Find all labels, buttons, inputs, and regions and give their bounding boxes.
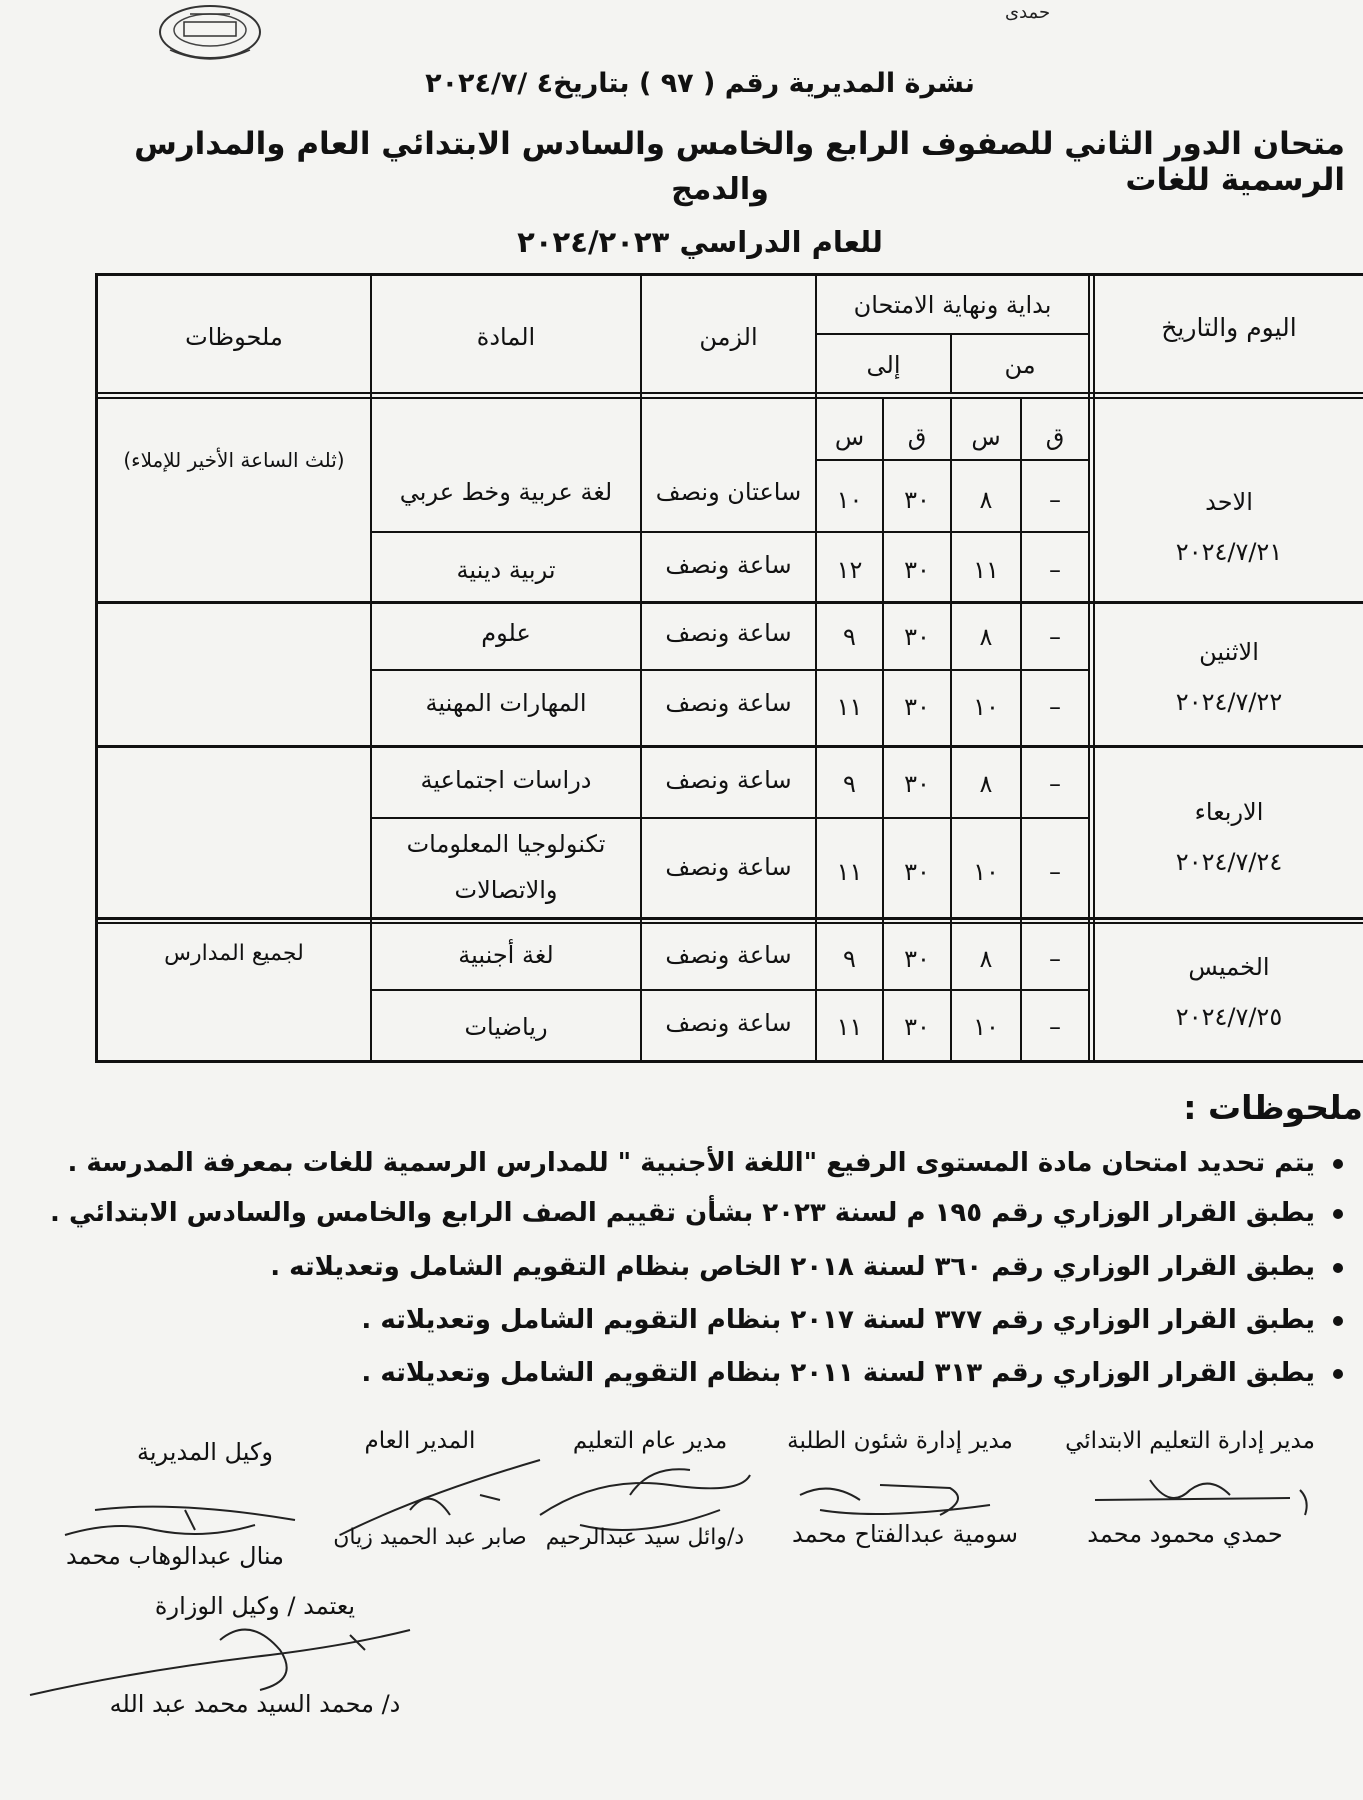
- signature-scribble-5: [55, 1480, 305, 1550]
- academic-year-line: للعام الدراسي ٢٠٢٤/٢٠٢٣: [517, 225, 883, 259]
- header-from: من: [1004, 351, 1036, 379]
- row7-duration: ساعة ونصف: [665, 941, 792, 969]
- signature-title-3: مدير عام التعليم: [572, 1428, 728, 1454]
- row3-duration: ساعة ونصف: [665, 619, 792, 647]
- note-day-1: (ثلث الساعة الأخير للإملاء): [123, 448, 345, 472]
- unit-from-minute: ق: [1045, 423, 1065, 451]
- row2-from-hour: ١١: [973, 556, 999, 584]
- unit-to-hour: س: [834, 423, 865, 451]
- note-item-3: يطبق القرار الوزاري رقم ٣٦٠ لسنة ٢٠١٨ الخاص بنظام التقويم الشامل وتعديلاته .: [270, 1252, 1343, 1282]
- note-item-4: يطبق القرار الوزاري رقم ٣٧٧ لسنة ٢٠١٧ بنظام التقويم الشامل وتعديلاته .: [361, 1305, 1343, 1335]
- bullet-icon: [1333, 1369, 1343, 1379]
- row8-subject: رياضيات: [464, 1013, 548, 1041]
- signature-title-4: المدير العام: [364, 1428, 476, 1454]
- row5-to-hour: ٩: [843, 770, 856, 798]
- row5-from-minute: –: [1049, 770, 1061, 798]
- notes-title: ملحوظات :: [1183, 1088, 1363, 1127]
- signature-name-4: صابر عبد الحميد زيان: [333, 1525, 527, 1550]
- note-item-1: يتم تحديد امتحان مادة المستوى الرفيع "اللغة الأجنبية " للمدارس الرسمية للغات بمعرفة المدرسة .: [67, 1148, 1343, 1178]
- row1-from-hour: ٨: [979, 486, 993, 514]
- day-name-2: الاثنين: [1199, 638, 1259, 666]
- bulletin-number-line: نشرة المديرية رقم ( ٩٧ ) بتاريخ٤ /٢٠٢٤/٧: [425, 68, 975, 99]
- row3-subject: علوم: [481, 619, 531, 647]
- signature-title-1: مدير إدارة التعليم الابتدائي: [1065, 1428, 1315, 1454]
- row7-from-minute: –: [1049, 945, 1061, 973]
- unit-from-hour: س: [971, 423, 1001, 451]
- exam-title-continuation: والدمج: [671, 172, 769, 207]
- day-name-3: الاربعاء: [1194, 798, 1264, 826]
- day-date-3: ٢٠٢٤/٧/٢٤: [1175, 848, 1283, 876]
- header-day-date: اليوم والتاريخ: [1161, 313, 1297, 342]
- exam-schedule-table: [95, 273, 1363, 1063]
- note-day-4: لجميع المدارس: [164, 941, 304, 966]
- row2-to-hour: ١٢: [836, 556, 863, 584]
- row8-to-minute: ٣٠: [904, 1013, 930, 1041]
- signature-name-1: حمدي محمود محمد: [1087, 1520, 1283, 1548]
- note-item-2: يطبق القرار الوزاري رقم ١٩٥ م لسنة ٢٠٢٣ بشأن تقييم الصف الرابع والخامس والسادس الابتدائي .: [50, 1198, 1343, 1228]
- note-item-5: يطبق القرار الوزاري رقم ٣١٣ لسنة ٢٠١١ بنظام التقويم الشامل وتعديلاته .: [361, 1358, 1343, 1388]
- day-name-4: الخميس: [1188, 953, 1270, 981]
- row4-duration: ساعة ونصف: [665, 689, 792, 717]
- header-start-end: بداية ونهاية الامتحان: [853, 291, 1052, 319]
- row1-duration: ساعتان ونصف: [655, 478, 802, 506]
- day-date-2: ٢٠٢٤/٧/٢٢: [1175, 688, 1283, 716]
- row1-to-minute: ٣٠: [904, 486, 930, 514]
- row1-to-hour: ١٠: [836, 486, 863, 514]
- row1-from-minute: –: [1049, 486, 1061, 514]
- row6-to-minute: ٣٠: [904, 858, 930, 886]
- header-subject: المادة: [476, 323, 536, 351]
- unit-to-minute: ق: [907, 423, 927, 451]
- day-date-4: ٢٠٢٤/٧/٢٥: [1175, 1003, 1283, 1031]
- row6-subject: تكنولوجيا المعلومات: [406, 830, 606, 858]
- row4-to-hour: ١١: [836, 693, 863, 721]
- row6-from-hour: ١٠: [973, 858, 999, 886]
- approval-name: د/ محمد السيد محمد عبد الله: [109, 1690, 401, 1718]
- row8-from-hour: ١٠: [973, 1013, 999, 1041]
- approval-title: يعتمد / وكيل الوزارة: [154, 1592, 356, 1620]
- row8-from-minute: –: [1049, 1013, 1061, 1041]
- row2-from-minute: –: [1049, 556, 1061, 584]
- row8-duration: ساعة ونصف: [665, 1009, 792, 1037]
- row5-to-minute: ٣٠: [904, 770, 930, 798]
- bullet-icon: [1333, 1263, 1343, 1273]
- row7-from-hour: ٨: [979, 945, 993, 973]
- row3-from-hour: ٨: [979, 623, 993, 651]
- row3-from-minute: –: [1049, 623, 1061, 651]
- row4-from-minute: –: [1049, 693, 1061, 721]
- signature-name-2: سومية عبدالفتاح محمد: [792, 1520, 1018, 1548]
- bullet-icon: [1333, 1316, 1343, 1326]
- row7-subject: لغة أجنبية: [458, 941, 554, 969]
- signature-name-3: د/وائل سيد عبدالرحيم: [545, 1525, 745, 1550]
- row5-from-hour: ٨: [979, 770, 993, 798]
- bullet-icon: [1333, 1159, 1343, 1169]
- row5-duration: ساعة ونصف: [665, 766, 792, 794]
- row6-to-hour: ١١: [836, 858, 863, 886]
- header-notes: ملحوظات: [185, 323, 283, 351]
- row2-subject: تربية دينية: [456, 556, 556, 584]
- row2-duration: ساعة ونصف: [665, 551, 792, 579]
- row8-to-hour: ١١: [836, 1013, 863, 1041]
- row6-subject-line2: والاتصالات: [454, 876, 558, 904]
- row3-to-minute: ٣٠: [904, 623, 930, 651]
- row7-to-minute: ٣٠: [904, 945, 930, 973]
- header-to: إلى: [866, 351, 901, 379]
- row7-to-hour: ٩: [843, 945, 856, 973]
- directorate-seal-logo: [150, 2, 270, 64]
- row4-from-hour: ١٠: [973, 693, 999, 721]
- row6-duration: ساعة ونصف: [665, 853, 792, 881]
- signature-title-2: مدير إدارة شئون الطلبة: [787, 1428, 1013, 1454]
- day-date-1: ٢٠٢٤/٧/٢١: [1175, 538, 1283, 566]
- corner-handwritten-mark: حمدى: [1005, 2, 1051, 23]
- bullet-icon: [1333, 1209, 1343, 1219]
- exam-title-line: متحان الدور الثاني للصفوف الرابع والخامس والسادس الابتدائي العام والمدارس الرسمية للغات: [134, 126, 1345, 198]
- row5-subject: دراسات اجتماعية: [420, 766, 592, 794]
- signature-title-5: وكيل المديرية: [137, 1438, 273, 1466]
- row4-subject: المهارات المهنية: [425, 689, 587, 717]
- day-name-1: الاحد: [1205, 488, 1253, 516]
- row2-to-minute: ٣٠: [904, 556, 930, 584]
- row6-from-minute: –: [1049, 858, 1061, 886]
- header-duration: الزمن: [699, 323, 758, 351]
- signature-name-5: منال عبدالوهاب محمد: [65, 1542, 285, 1570]
- row1-subject: لغة عربية وخط عربي: [399, 478, 613, 506]
- row3-to-hour: ٩: [843, 623, 856, 651]
- row4-to-minute: ٣٠: [904, 693, 930, 721]
